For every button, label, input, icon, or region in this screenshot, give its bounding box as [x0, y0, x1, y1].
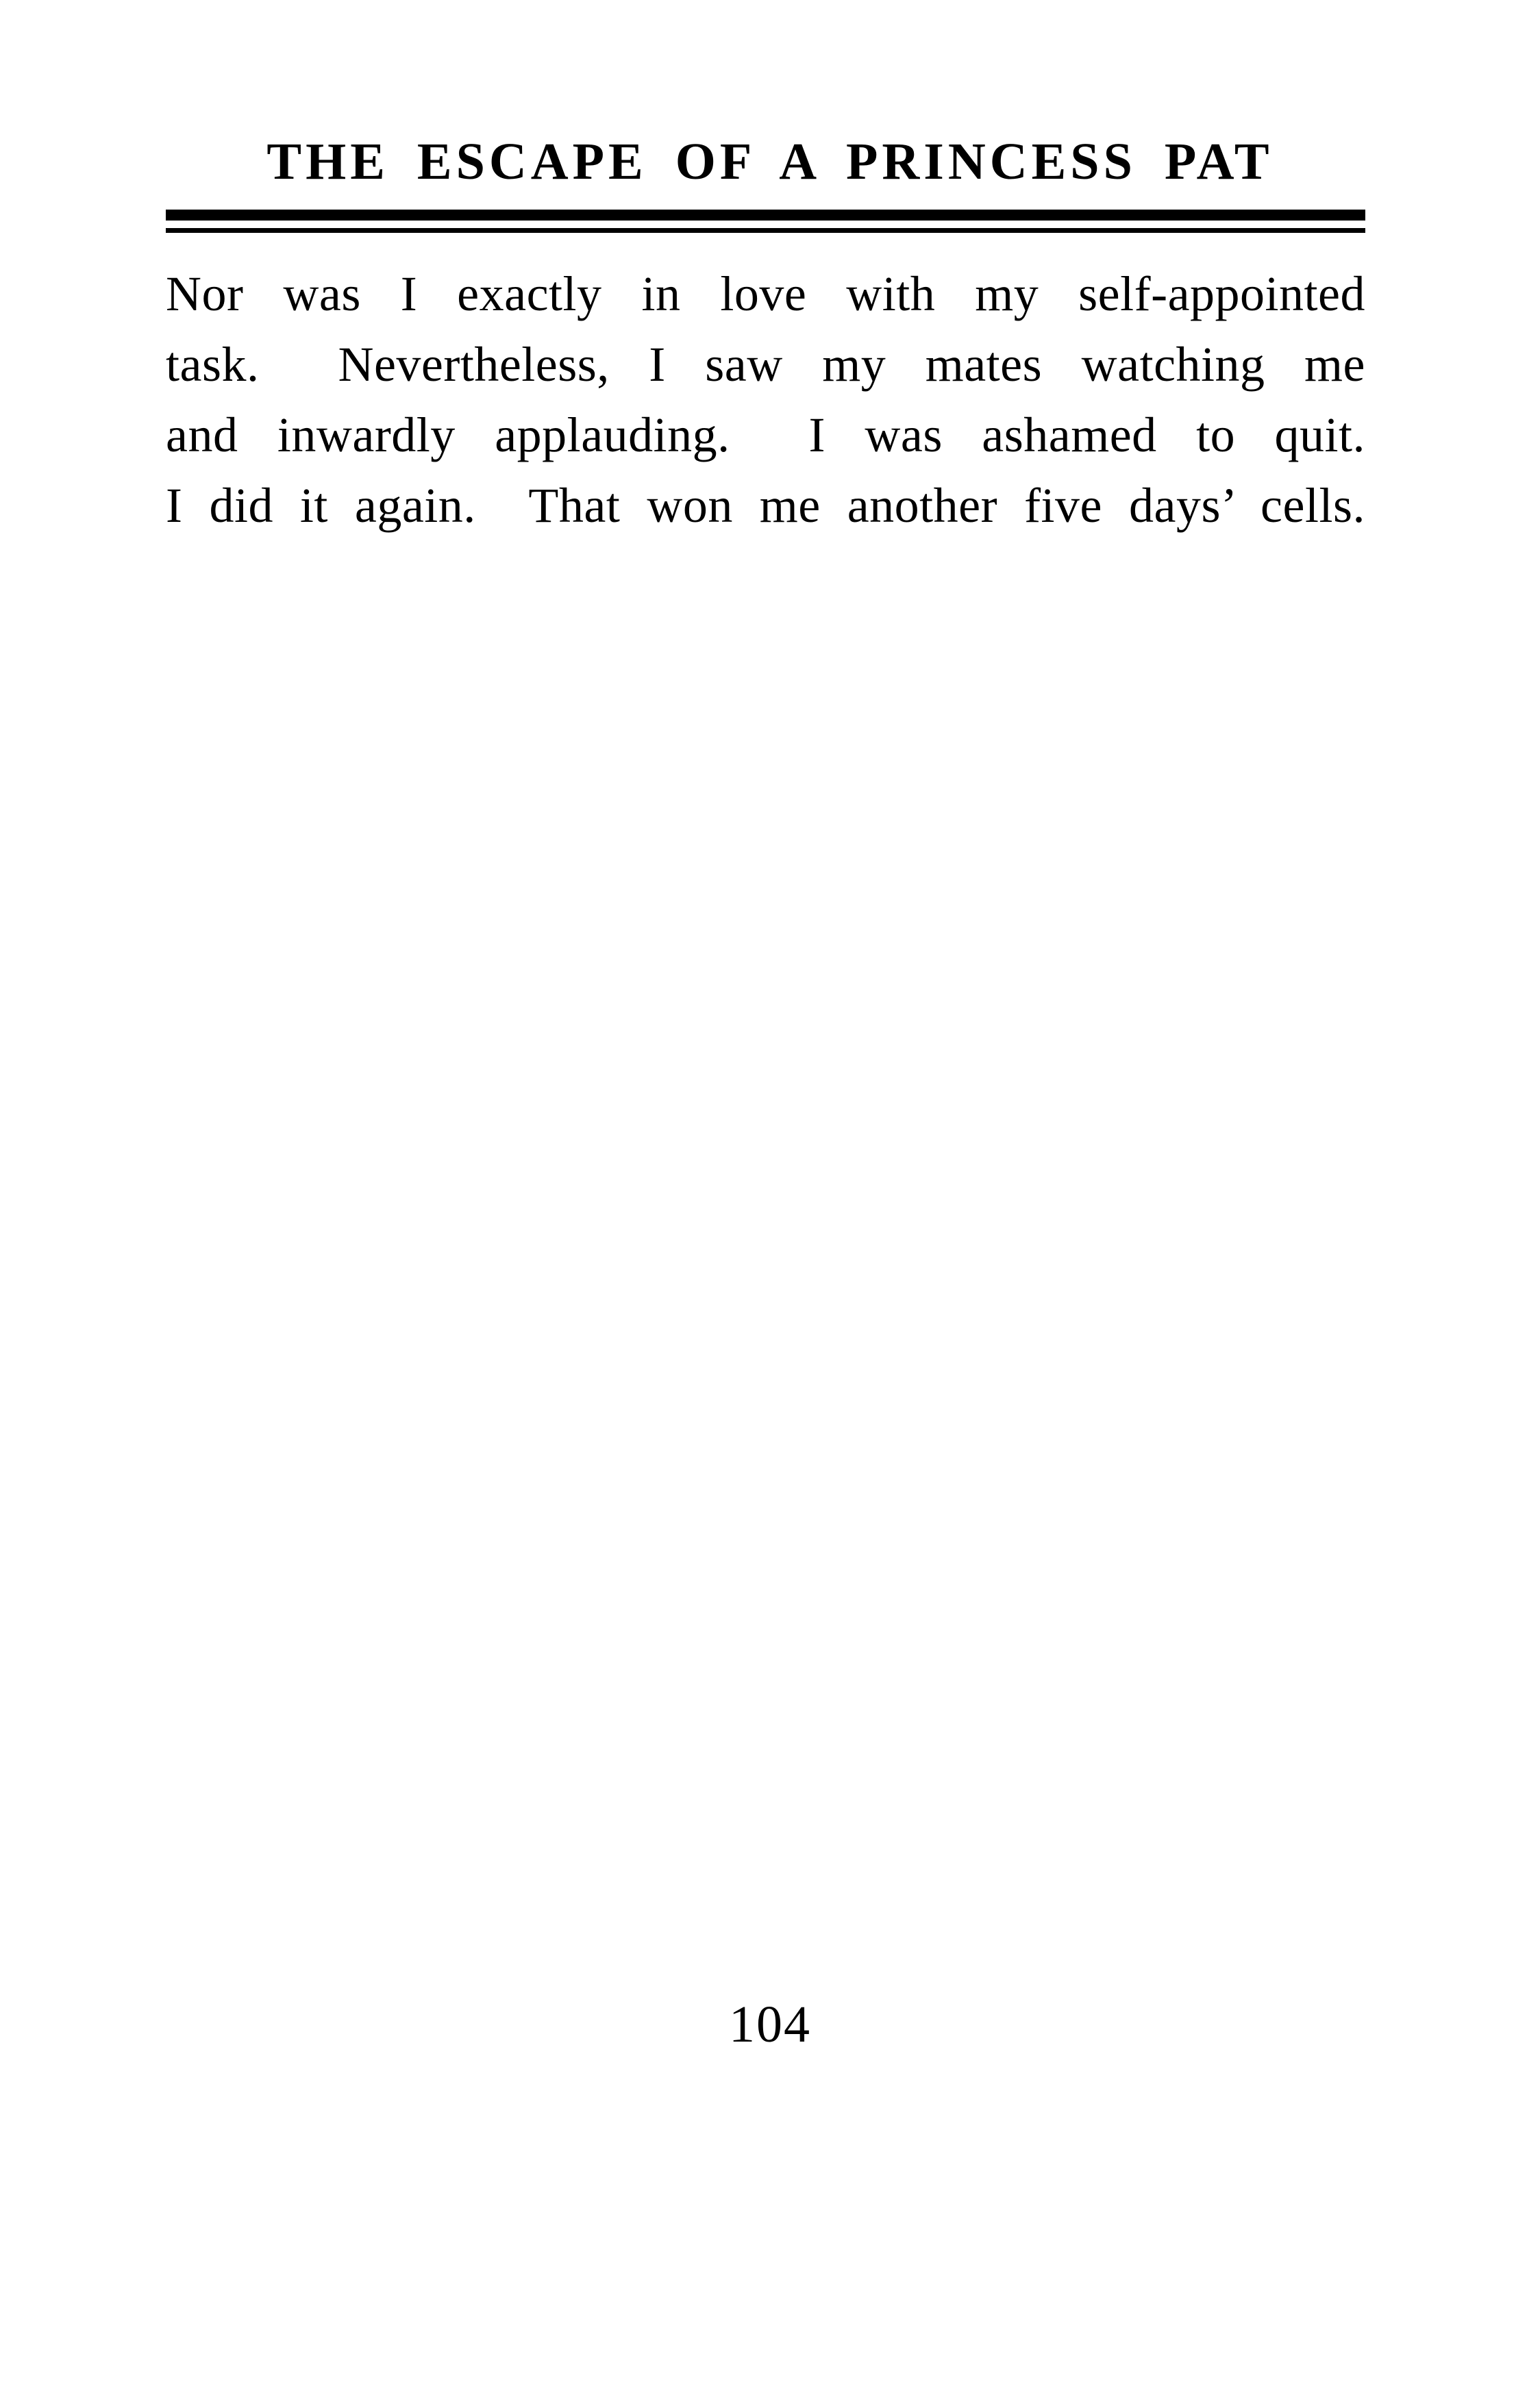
paragraph-line-3: and inwardly applauding. I was ashamed to quit. — [166, 407, 1365, 462]
paragraph-line-2: task. Nevertheless, I saw my mates watching me — [166, 337, 1365, 392]
running-head-title: THE ESCAPE OF A PRINCESS PAT — [266, 133, 1274, 190]
page-number: 104 — [729, 1996, 811, 2053]
paragraph — [166, 259, 1365, 541]
header-rule-thin — [166, 228, 1365, 233]
paragraph-line-4: I did it again. That won me another five days’ cells. — [166, 478, 1365, 533]
paragraph-line-1: Nor was I exactly in love with my self-appointed — [166, 266, 1365, 321]
header-rule-thick — [166, 210, 1365, 221]
